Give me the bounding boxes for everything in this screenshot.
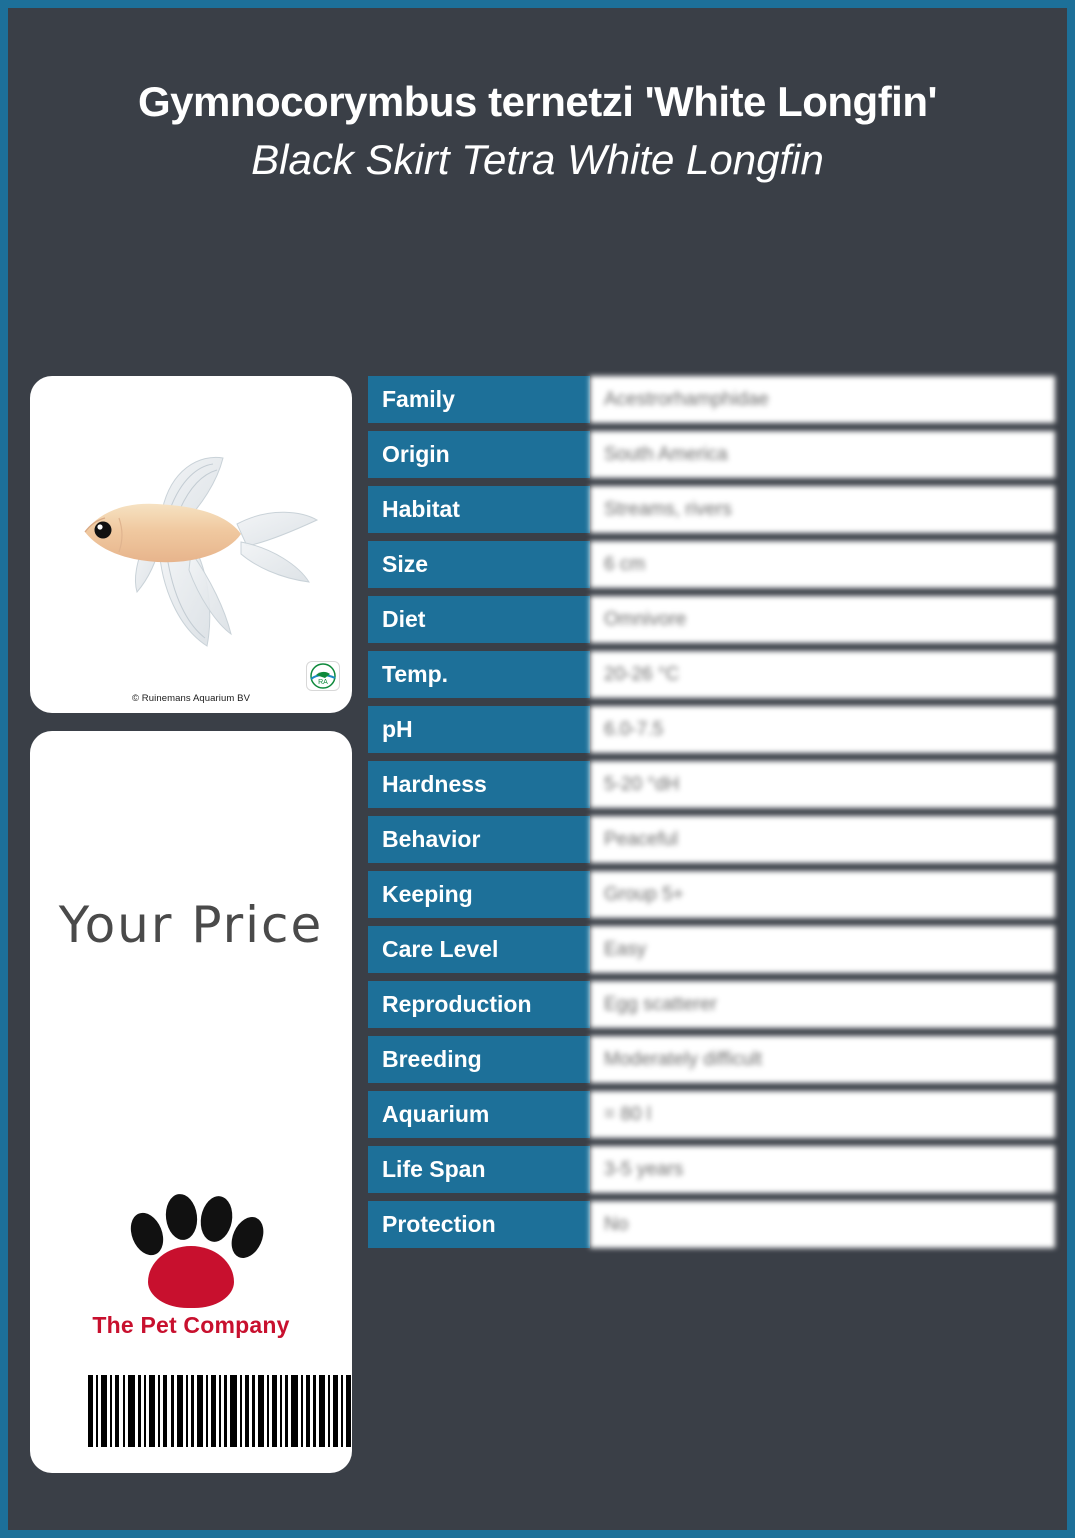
scientific-name: Gymnocorymbus ternetzi 'White Longfin' (138, 78, 937, 125)
svg-text:RA: RA (318, 679, 328, 686)
spec-label: Breeding (368, 1036, 590, 1083)
spec-value: No (590, 1201, 1055, 1248)
spec-value: 5-20 °dH (590, 761, 1055, 808)
table-row (368, 376, 1055, 423)
price-panel (30, 731, 352, 1473)
barcode (86, 1375, 352, 1447)
spec-label: Hardness (368, 761, 590, 808)
spec-value: = 80 l (590, 1091, 1055, 1138)
table-row (368, 1201, 1055, 1248)
table-row (368, 1091, 1055, 1138)
spec-value: South America (590, 431, 1055, 478)
spec-label: Size (368, 541, 590, 588)
spec-value: Streams, rivers (590, 486, 1055, 533)
table-row (368, 761, 1055, 808)
spec-table (368, 376, 1067, 1530)
company-logo (30, 1186, 352, 1339)
spec-value: Acestrorhamphidae (590, 376, 1055, 423)
common-name: Black Skirt Tetra White Longfin (251, 136, 824, 183)
table-row (368, 816, 1055, 863)
ruinemans-aquarium-logo (306, 661, 340, 691)
table-row (368, 1146, 1055, 1193)
table-row (368, 981, 1055, 1028)
card-header (8, 8, 1067, 184)
spec-label: Diet (368, 596, 590, 643)
left-column (8, 376, 368, 1530)
spec-value: 3-5 years (590, 1146, 1055, 1193)
table-row (368, 871, 1055, 918)
spec-value: 6.0-7.5 (590, 706, 1055, 753)
spec-label: Keeping (368, 871, 590, 918)
spec-label: Origin (368, 431, 590, 478)
spec-value: Moderately difficult (590, 1036, 1055, 1083)
spec-label: Protection (368, 1201, 590, 1248)
spec-label: pH (368, 706, 590, 753)
spec-value: Omnivore (590, 596, 1055, 643)
your-price-label: Your Price (58, 896, 324, 954)
spec-value: Egg scatterer (590, 981, 1055, 1028)
spec-label: Family (368, 376, 590, 423)
spec-value: Easy (590, 926, 1055, 973)
black-skirt-tetra-white-longfin-photo (30, 376, 352, 713)
spec-value: 20-26 °C (590, 651, 1055, 698)
table-row (368, 486, 1055, 533)
paw-print-icon (116, 1186, 266, 1306)
spec-label: Life Span (368, 1146, 590, 1193)
spec-label: Behavior (368, 816, 590, 863)
fish-photo-panel (30, 376, 352, 713)
table-row (368, 926, 1055, 973)
table-row (368, 1036, 1055, 1083)
spec-label: Care Level (368, 926, 590, 973)
spec-value: Peaceful (590, 816, 1055, 863)
photo-credit: © Ruinemans Aquarium BV (131, 693, 251, 704)
spec-label: Temp. (368, 651, 590, 698)
table-row (368, 706, 1055, 753)
info-card (8, 8, 1067, 1530)
table-row (368, 651, 1055, 698)
table-row (368, 596, 1055, 643)
table-row (368, 541, 1055, 588)
spec-label: Aquarium (368, 1091, 590, 1138)
table-row (368, 431, 1055, 478)
brand-name: The Pet Company (92, 1312, 290, 1338)
spec-label: Reproduction (368, 981, 590, 1028)
spec-label: Habitat (368, 486, 590, 533)
spec-value: Group 5+ (590, 871, 1055, 918)
card-body (8, 376, 1067, 1530)
spec-value: 6 cm (590, 541, 1055, 588)
